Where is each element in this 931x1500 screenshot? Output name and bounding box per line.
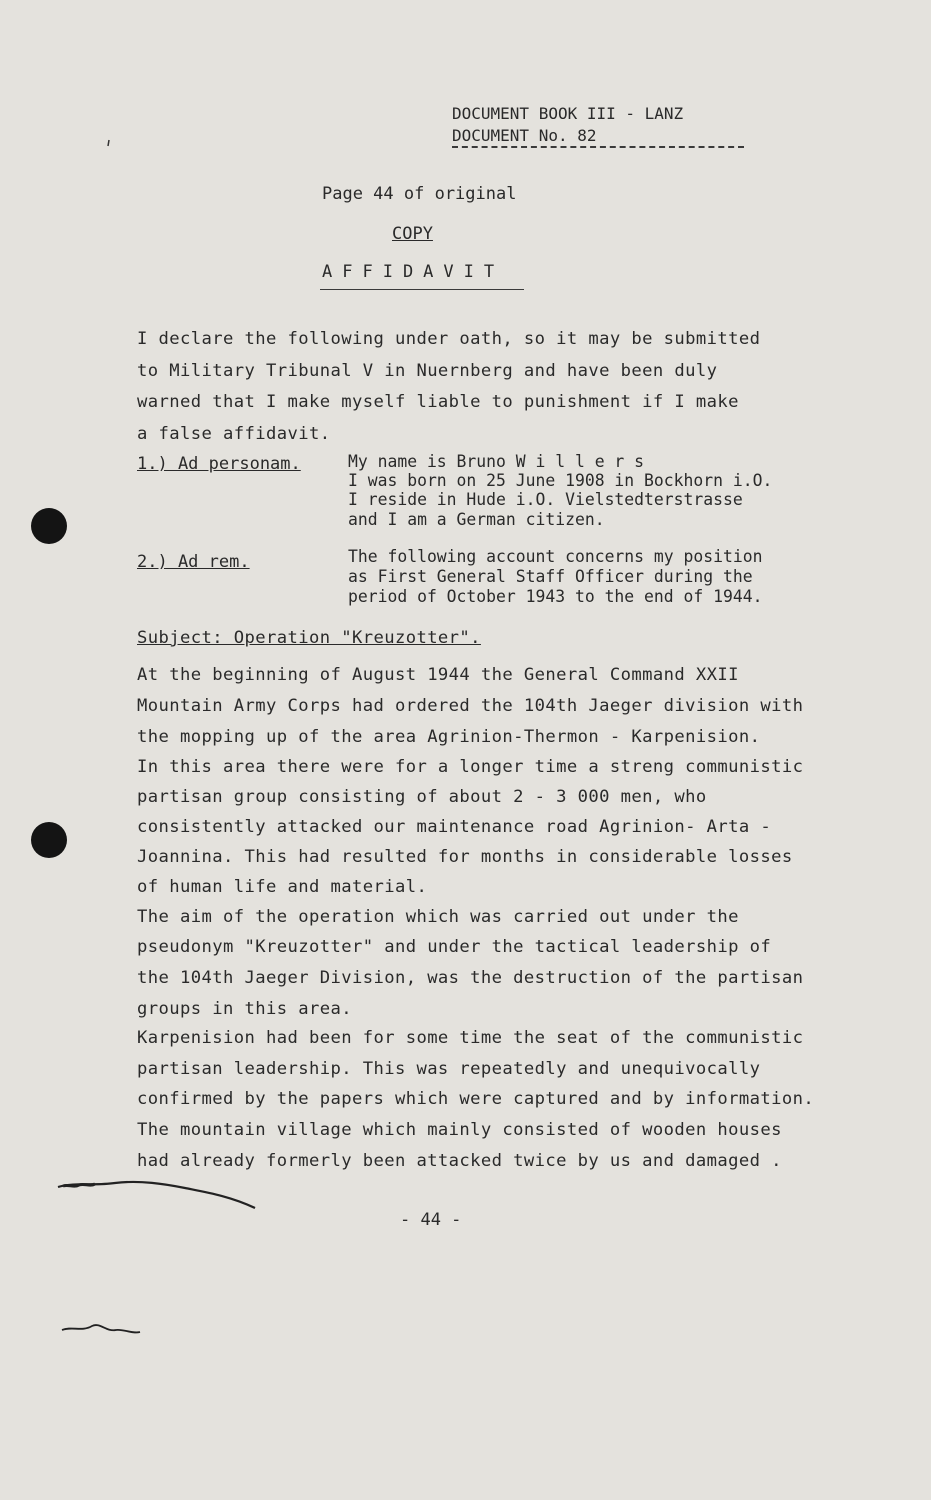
body-line: the mopping up of the area Agrinion-Thermon - Karpenision.	[137, 727, 761, 747]
body-line: Joannina. This had resulted for months in considerable losses	[137, 847, 793, 867]
title-underline	[320, 289, 524, 290]
item-1-line: I was born on 25 June 1908 in Bockhorn i.O.	[348, 471, 773, 490]
item-1-label: 1.) Ad personam.	[137, 454, 301, 474]
page-reference: Page 44 of original	[322, 184, 517, 204]
body-line: The aim of the operation which was carried out under the	[137, 907, 739, 927]
body-line: Mountain Army Corps had ordered the 104th Jaeger division with	[137, 696, 804, 716]
page-number: - 44 -	[400, 1210, 462, 1230]
intro-line: a false affidavit.	[137, 424, 331, 444]
body-line: Karpenision had been for some time the seat of the communistic	[137, 1028, 804, 1048]
body-line: had already formerly been attacked twice by us and damaged .	[137, 1151, 782, 1171]
body-line: At the beginning of August 1944 the General Command XXII	[137, 665, 739, 685]
item-2-line: The following account concerns my position	[348, 547, 763, 566]
document-book-label: DOCUMENT BOOK III - LANZ	[452, 104, 684, 123]
body-line: the 104th Jaeger Division, was the destruction of the partisan	[137, 968, 804, 988]
body-line: In this area there were for a longer time a streng communistic	[137, 757, 804, 777]
item-2-line: period of October 1943 to the end of 1944.	[348, 587, 763, 606]
margin-tick	[104, 138, 114, 148]
item-1-line: My name is Bruno W i l l e r s	[348, 452, 645, 471]
body-line: confirmed by the papers which were captured and by information.	[137, 1089, 815, 1109]
item-2-line: as First General Staff Officer during the	[348, 567, 753, 586]
signature-scribble	[55, 1172, 275, 1212]
margin-scribble	[60, 1320, 150, 1340]
intro-line: to Military Tribunal V in Nuernberg and have been duly	[137, 361, 718, 381]
item-1-line: and I am a German citizen.	[348, 510, 605, 529]
punch-hole-bottom	[31, 822, 67, 858]
copy-label: COPY	[392, 224, 433, 244]
body-line: groups in this area.	[137, 999, 352, 1019]
punch-hole-top	[31, 508, 67, 544]
header-divider	[452, 146, 744, 148]
body-line: The mountain village which mainly consisted of wooden houses	[137, 1120, 782, 1140]
body-line: pseudonym "Kreuzotter" and under the tactical leadership of	[137, 937, 772, 957]
document-number-label: DOCUMENT No. 82	[452, 126, 597, 145]
body-line: of human life and material.	[137, 877, 428, 897]
intro-line: warned that I make myself liable to punishment if I make	[137, 392, 739, 412]
body-line: partisan leadership. This was repeatedly and unequivocally	[137, 1059, 761, 1079]
body-line: partisan group consisting of about 2 - 3 000 men, who	[137, 787, 707, 807]
intro-line: I declare the following under oath, so it may be submitted	[137, 329, 761, 349]
affidavit-title: AFFIDAVIT	[322, 262, 505, 282]
item-2-label: 2.) Ad rem.	[137, 552, 250, 572]
body-line: consistently attacked our maintenance road Agrinion- Arta -	[137, 817, 772, 837]
subject-line: Subject: Operation "Kreuzotter".	[137, 628, 481, 648]
item-1-line: I reside in Hude i.O. Vielstedterstrasse	[348, 490, 743, 509]
